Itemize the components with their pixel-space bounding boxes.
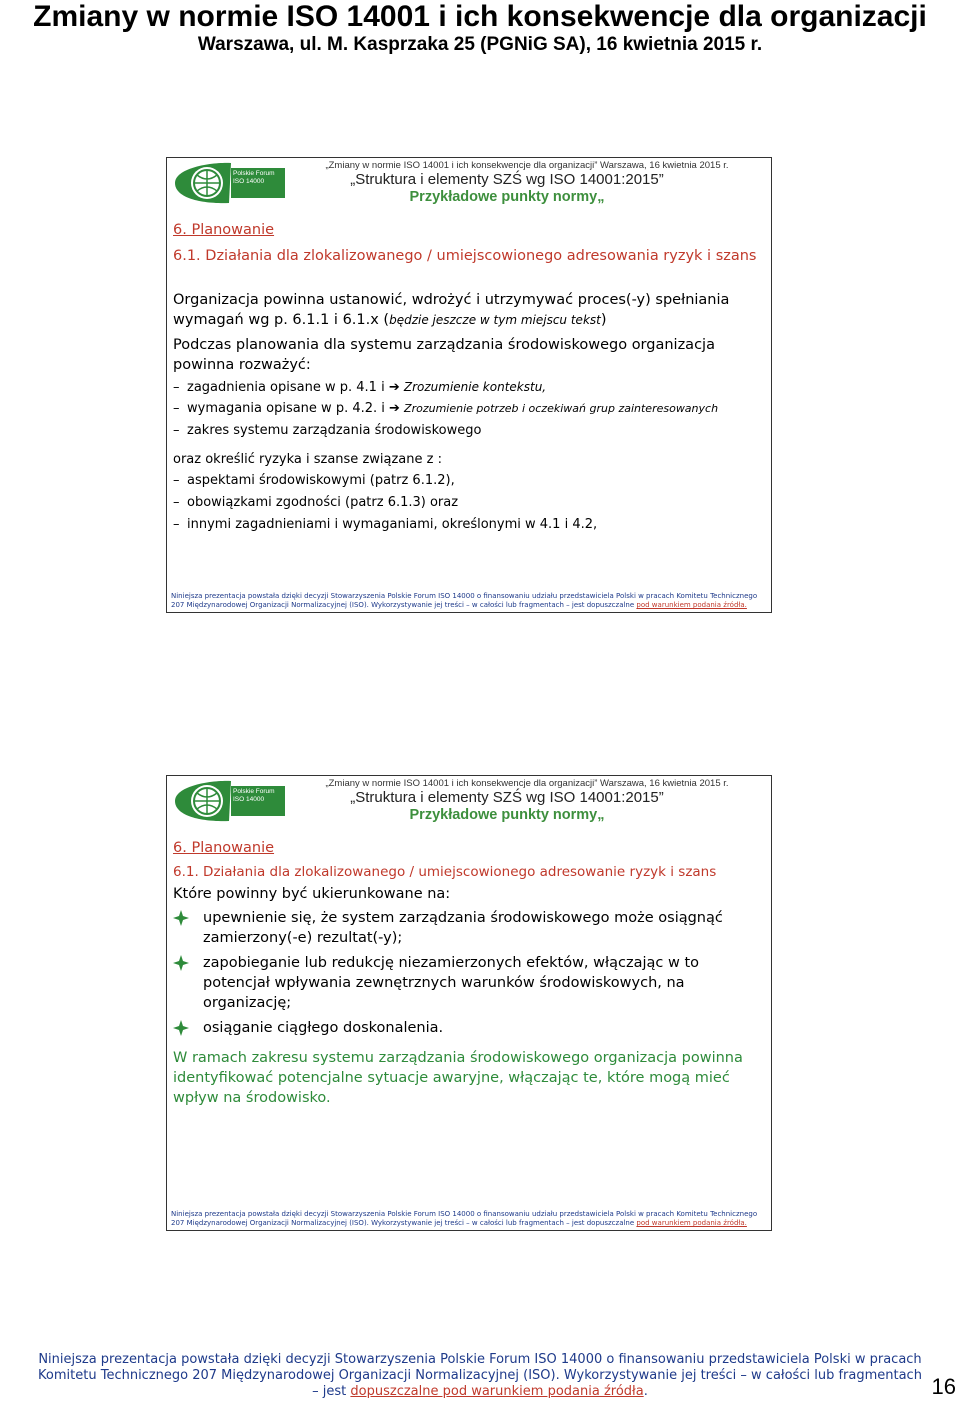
paragraph-risks: oraz określić ryzyka i szanse związane z : xyxy=(173,452,442,467)
arrow-icon: ➔ xyxy=(389,401,405,416)
slide-footer: Niniejsza prezentacja powstała dzięki decyzji Stowarzyszenia Polskie Forum ISO 14000 o finansowaniu udziału przedstawiciela Polski w pracach Komitetu Technicznego 207 Międzynarodowej Organizacji Normalizacyjnej (ISO). Wykorzystywanie jej treści – w całości lub fragmentach – jest dopuszczalne pod warunkiem podania źródła. xyxy=(171,1210,758,1227)
slide-header-structure: „Struktura i elementy SZŚ wg ISO 14001:2015” xyxy=(350,171,664,188)
diamond-bullet-icon xyxy=(173,955,189,971)
slide-header-points: Przykładowe punkty normy„ xyxy=(409,807,605,823)
list-item: – aspektami środowiskowymi (patrz 6.1.2), xyxy=(173,473,455,488)
slide-header-event: „Zmiany w normie ISO 14001 i ich konsekwencje dla organizacji” Warszawa, 16 kwietnia 2015 r. xyxy=(325,160,729,171)
document-subtitle: Warszawa, ul. M. Kasprzaka 25 (PGNiG SA), 16 kwietnia 2015 r. xyxy=(197,34,763,55)
slide-1 xyxy=(166,157,772,613)
list-item: – obowiązkami zgodności (patrz 6.1.3) oraz xyxy=(173,495,459,510)
emergency-note: W ramach zakresu systemu zarządzania środowiskowego organizacja powinna identyfikować potencjalne sytuacje awaryjne, włączając te, które mogą mieć wpływ na środowisko. xyxy=(173,1050,743,1106)
bottom-note: Niniejsza prezentacja powstała dzięki decyzji Stowarzyszenia Polskie Forum ISO 14000 o finansowaniu przedstawiciela Polski w pracach Komitetu Technicznego 207 Międzynarodowej Organizacji Normalizacyjnej (ISO). Wykorzystywanie jej treści – w całości lub fragmentach – jest dopuszczalne pod warunkiem podania źródła. xyxy=(38,1352,922,1399)
slide-header-points: Przykładowe punkty normy„ xyxy=(409,189,605,205)
list-item: – zakres systemu zarządzania środowiskowego xyxy=(173,423,482,438)
slide-header-event: „Zmiany w normie ISO 14001 i ich konsekwencje dla organizacji” Warszawa, 16 kwietnia 2015 r. xyxy=(325,778,729,789)
logo-text: Polskie Forum ISO 14000 xyxy=(233,170,275,185)
list-item: – innymi zagadnieniami i wymaganiami, określonymi w 4.1 i 4.2, xyxy=(173,517,598,532)
subsection-heading: 6.1. Działania dla zlokalizowanego / umiejscowionego adresowanie ryzyk i szans xyxy=(173,864,717,880)
source-link[interactable]: dopuszczalne pod warunkiem podania źródła xyxy=(350,1384,644,1399)
subsection-heading: 6.1. Działania dla zlokalizowanego / umiejscowionego adresowania ryzyk i szans xyxy=(173,248,757,264)
arrow-icon: ➔ xyxy=(388,380,404,395)
section-heading: 6. Planowanie xyxy=(173,222,275,238)
bullet-item: upewnienie się, że system zarządzania środowiskowego może osiągnąć zamierzony(-e) rezultat(-y); xyxy=(203,910,723,946)
paragraph-requirements: Organizacja powinna ustanowić, wdrożyć i utrzymywać proces(-y) spełniania wymagań wg p. 6.1.1 i 6.1.x (będzie jeszcze w tym miejscu tekst) xyxy=(173,292,730,328)
page-number: 16 xyxy=(931,1374,956,1399)
paragraph-planning: Podczas planowania dla systemu zarządzania środowiskowego organizacja powinna rozważyć: xyxy=(173,337,715,373)
list-item: – wymagania opisane w p. 4.2. i ➔ Zrozumienie potrzeb i oczekiwań grup zainteresowanych xyxy=(173,401,719,416)
bullet-item: osiąganie ciągłego doskonalenia. xyxy=(203,1020,444,1036)
section-heading: 6. Planowanie xyxy=(173,840,275,856)
intro-text: Które powinny być ukierunkowane na: xyxy=(173,886,451,902)
diamond-bullet-icon xyxy=(173,1020,189,1036)
slide-footer: Niniejsza prezentacja powstała dzięki decyzji Stowarzyszenia Polskie Forum ISO 14000 o finansowaniu udziału przedstawiciela Polski w pracach Komitetu Technicznego 207 Międzynarodowej Organizacji Normalizacyjnej (ISO). Wykorzystywanie jej treści – w całości lub fragmentach – jest dopuszczalne pod warunkiem podania źródła. xyxy=(171,592,758,609)
document-title: Zmiany w normie ISO 14001 i ich konsekwencje dla organizacji xyxy=(33,0,927,33)
diamond-bullet-icon xyxy=(173,910,189,926)
list-item: – zagadnienia opisane w p. 4.1 i ➔ Zrozumienie kontekstu, xyxy=(173,380,547,395)
slide-2 xyxy=(166,775,772,1231)
logo-text: Polskie Forum ISO 14000 xyxy=(233,788,275,803)
bullet-item: zapobieganie lub redukcję niezamierzonych efektów, włączając w to potencjał wpływania zewnętrznych warunków środowiskowych, na organizację; xyxy=(203,955,700,1011)
slide-header-structure: „Struktura i elementy SZŚ wg ISO 14001:2015” xyxy=(350,789,664,806)
